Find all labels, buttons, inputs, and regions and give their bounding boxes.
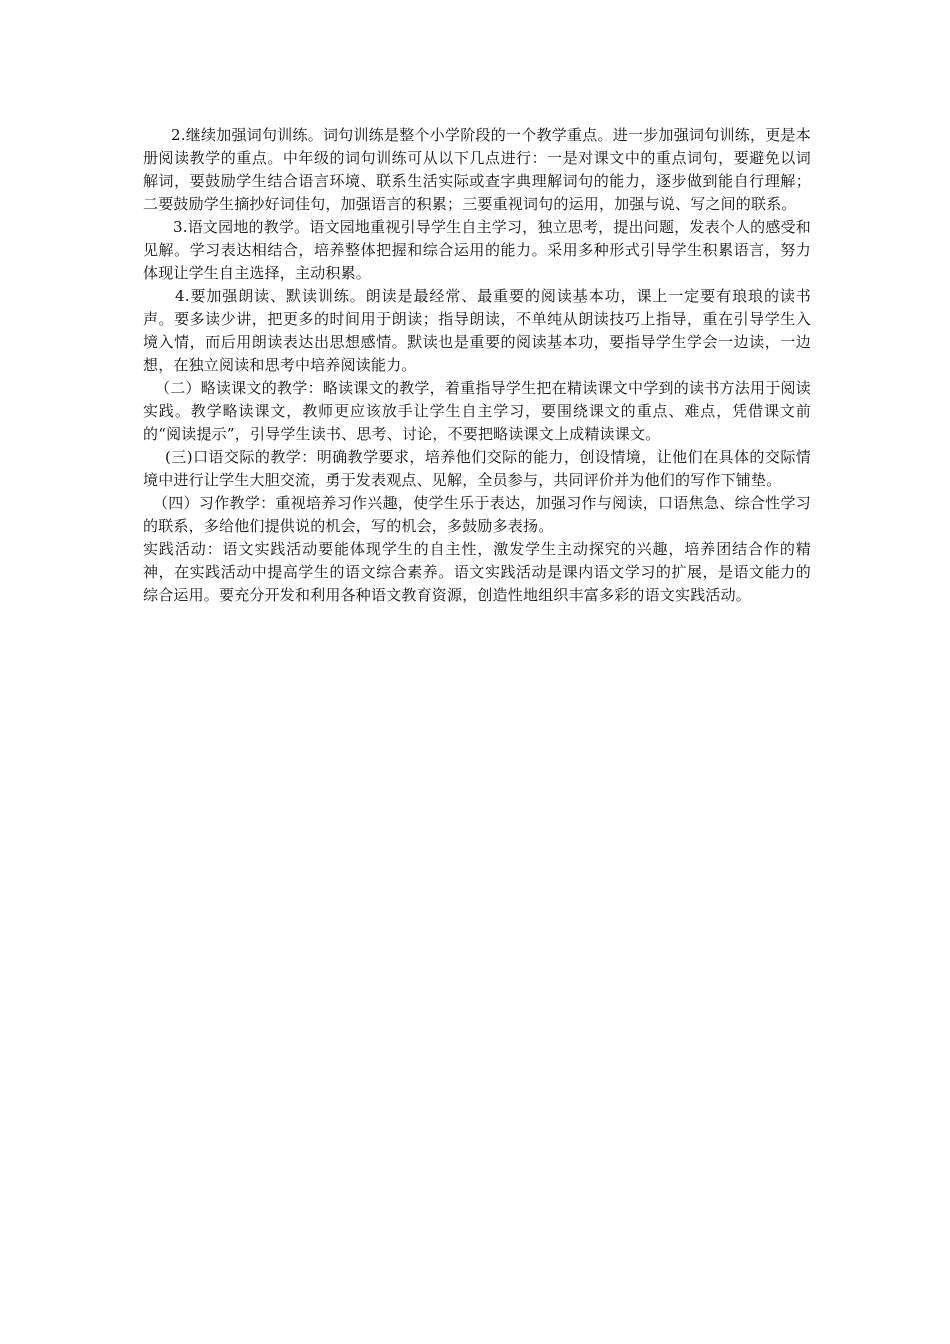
paragraph-writing-teaching: （四）习作教学：重视培养习作兴趣，使学生乐于表达，加强习作与阅读，口语焦急、综合性学习的联系，多给他们提供说的机会，写的机会，多鼓励多表扬。 — [143, 494, 811, 535]
paragraph-language-garden: 3.语文园地的教学。语文园地重视引导学生自主学习，独立思考，提出问题，发表个人的感受和见解。学习表达相结合，培养整体把握和综合运用的能力。采用多种形式引导学生积累语言，努力体现让学生自主选择，主动积累。 — [143, 218, 811, 282]
paragraph-practice-activities: 实践活动：语文实践活动要能体现学生的自主性，激发学生主动探究的兴趣，培养团结合作的精神，在实践活动中提高学生的语文综合素养。语文实践活动是课内语文学习的扩展，是语文能力的综合运用。要充分开发和利用各种语文教育资源，创造性地组织丰富多彩的语文实践活动。 — [143, 540, 811, 604]
paragraph-reading-aloud: 4.要加强朗读、默读训练。朗读是最经常、最重要的阅读基本功，课上一定要有琅琅的读书声。要多读少讲，把更多的时间用于朗读；指导朗读，不单纯从朗读技巧上指导，重在引导学生入境入情，而后用朗读表达出思想感情。默读也是重要的阅读基本功，要指导学生学会一边读，一边想，在独立阅读和思考中培养阅读能力。 — [143, 287, 811, 374]
paragraph-word-sentence-training: 2.继续加强词句训练。词句训练是整个小学阶段的一个教学重点。进一步加强词句训练，更是本册阅读教学的重点。中年级的词句训练可从以下几点进行：一是对课文中的重点词句，要避免以词解词，要鼓励学生结合语言环境、联系生活实际或查字典理解词句的能力，逐步做到能自行理解；二要鼓励学生摘抄好词佳句，加强语言的积累；三要重视词句的运用，加强与说、写之间的联系。 — [143, 126, 811, 213]
paragraph-oral-communication: (三)口语交际的教学：明确教学要求，培养他们交际的能力，创设情境，让他们在具体的交际情境中进行让学生大胆交流，勇于发表观点、见解，全员参与，共同评价并为他们的写作下铺垫。 — [143, 448, 811, 489]
paragraph-skim-reading: （二）略读课文的教学：略读课文的教学，着重指导学生把在精读课文中学到的读书方法用于阅读实践。教学略读课文，教师更应该放手让学生自主学习，要围绕课文的重点、难点，凭借课文前的“阅读提示”，引导学生读书、思考、讨论，不要把略读课文上成精读课文。 — [143, 379, 811, 443]
document-body — [143, 124, 811, 607]
